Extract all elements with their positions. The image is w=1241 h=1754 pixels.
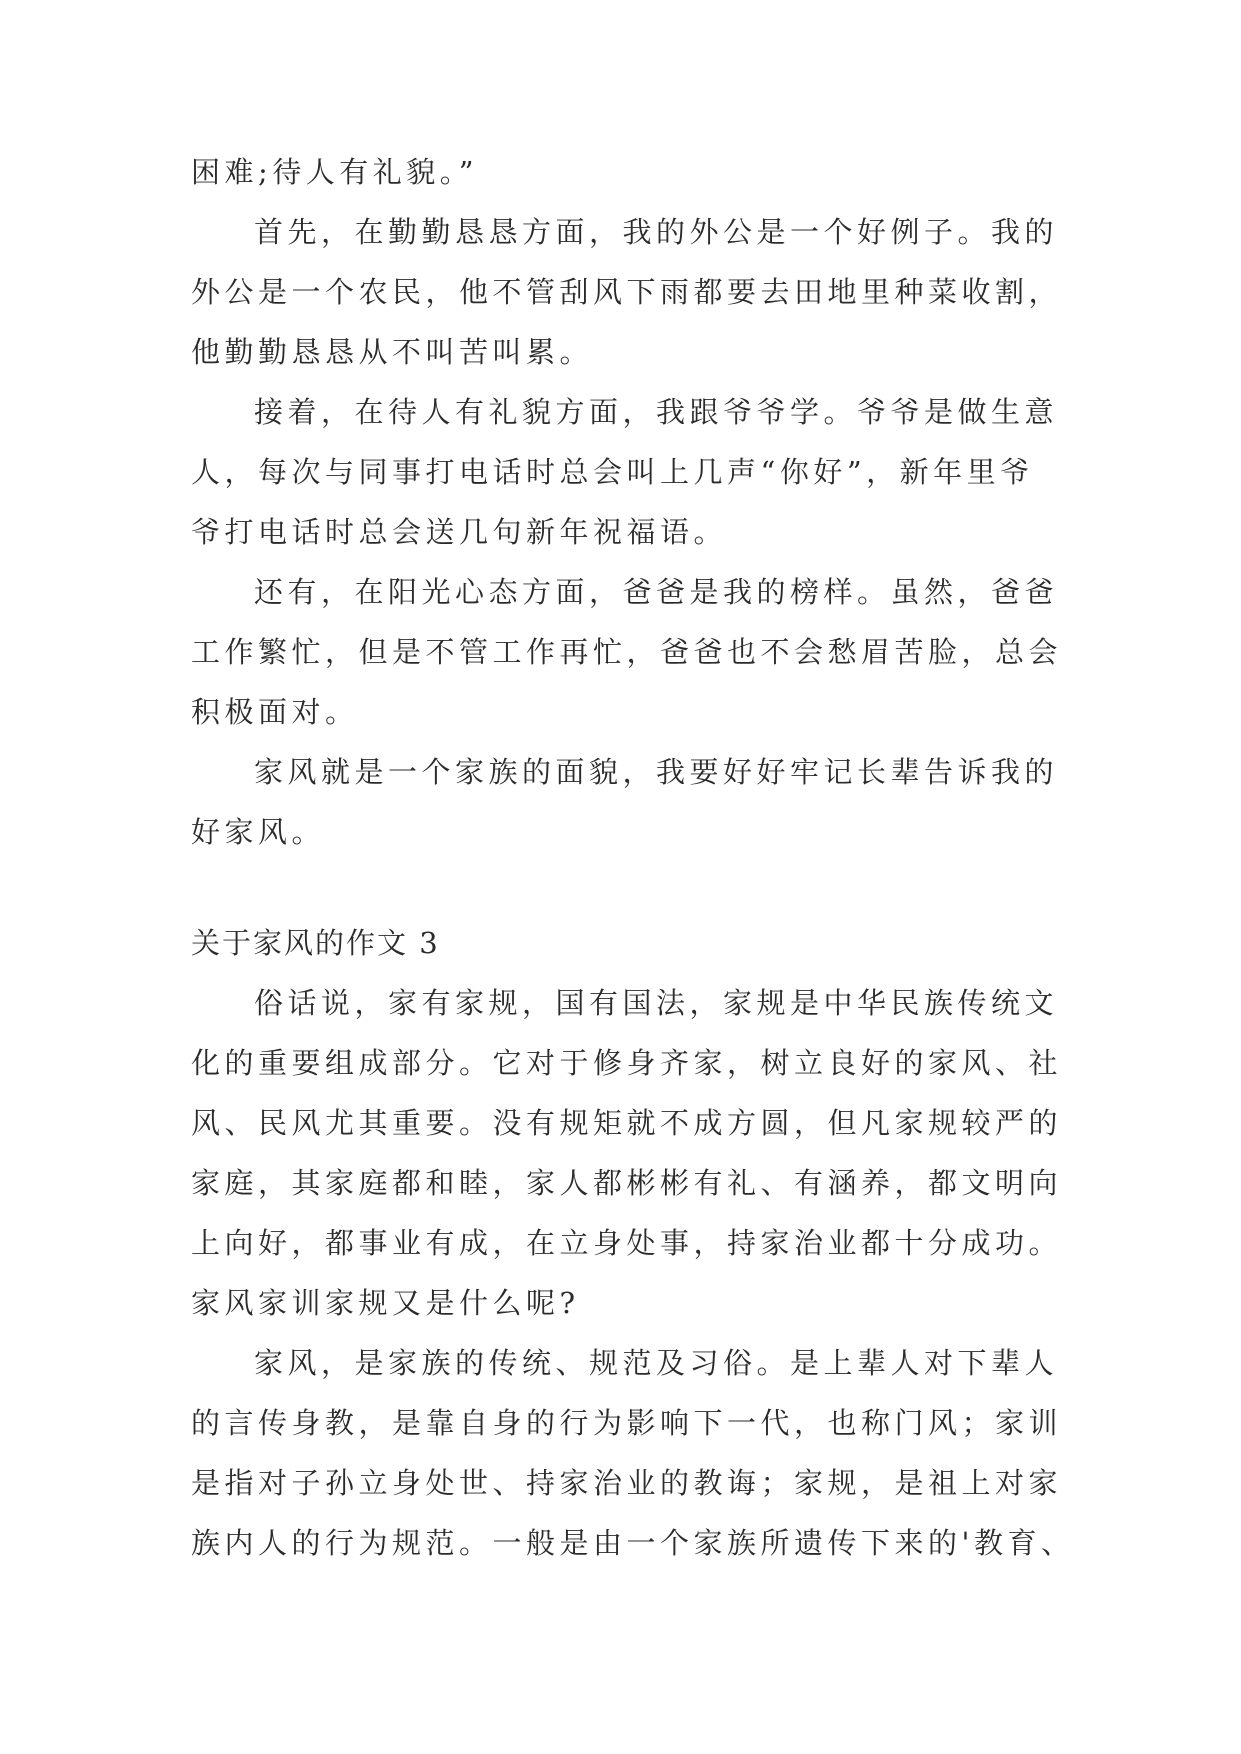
text-line: 工作繁忙，但是不管工作再忙，爸爸也不会愁眉苦脸，总会 bbox=[191, 635, 1063, 669]
paragraph-first-line: 接着，在待人有礼貌方面，我跟爷爷学。爷爷是做生意 bbox=[254, 395, 1059, 429]
text-line: 人，每次与同事打电话时总会叫上几声“你好”，新年里爷 bbox=[191, 455, 1034, 489]
text-line: 家庭，其家庭都和睦，家人都彬彬有礼、有涵养，都文明向 bbox=[191, 1166, 1063, 1200]
text-line: 化的重要组成部分。它对于修身齐家，树立良好的家风、社 bbox=[191, 1046, 1063, 1080]
text-line: 积极面对。 bbox=[191, 695, 359, 729]
text-line: 家风家训家规又是什么呢? bbox=[191, 1286, 580, 1320]
text-line: 的言传身教，是靠自身的行为影响下一代，也称门风；家训 bbox=[191, 1406, 1063, 1440]
section-heading: 关于家风的作文 3 bbox=[191, 926, 440, 960]
text-line: 爷打电话时总会送几句新年祝福语。 bbox=[191, 515, 728, 549]
paragraph-first-line: 首先，在勤勤恳恳方面，我的外公是一个好例子。我的 bbox=[254, 215, 1059, 249]
text-line: 族内人的行为规范。一般是由一个家族所遗传下来的'教育、 bbox=[191, 1526, 1075, 1560]
paragraph-first-line: 俗话说，家有家规，国有国法，家规是中华民族传统文 bbox=[254, 986, 1059, 1020]
paragraph-first-line: 家风，是家族的传统、规范及习俗。是上辈人对下辈人 bbox=[254, 1346, 1059, 1380]
text-line: 他勤勤恳恳从不叫苦叫累。 bbox=[191, 335, 594, 369]
text-line: 好家风。 bbox=[191, 815, 326, 849]
text-line: 外公是一个农民，他不管刮风下雨都要去田地里种菜收割， bbox=[191, 275, 1063, 309]
text-line: 上向好，都事业有成，在立身处事，持家治业都十分成功。 bbox=[191, 1226, 1063, 1260]
text-line: 风、民风尤其重要。没有规矩就不成方圆，但凡家规较严的 bbox=[191, 1106, 1063, 1140]
paragraph-first-line: 还有，在阳光心态方面，爸爸是我的榜样。虽然，爸爸 bbox=[254, 575, 1059, 609]
paragraph-first-line: 家风就是一个家族的面貌，我要好好牢记长辈告诉我的 bbox=[254, 755, 1059, 789]
text-line: 困难;待人有礼貌。” bbox=[191, 155, 479, 189]
text-line: 是指对子孙立身处世、持家治业的教诲；家规，是祖上对家 bbox=[191, 1466, 1063, 1500]
